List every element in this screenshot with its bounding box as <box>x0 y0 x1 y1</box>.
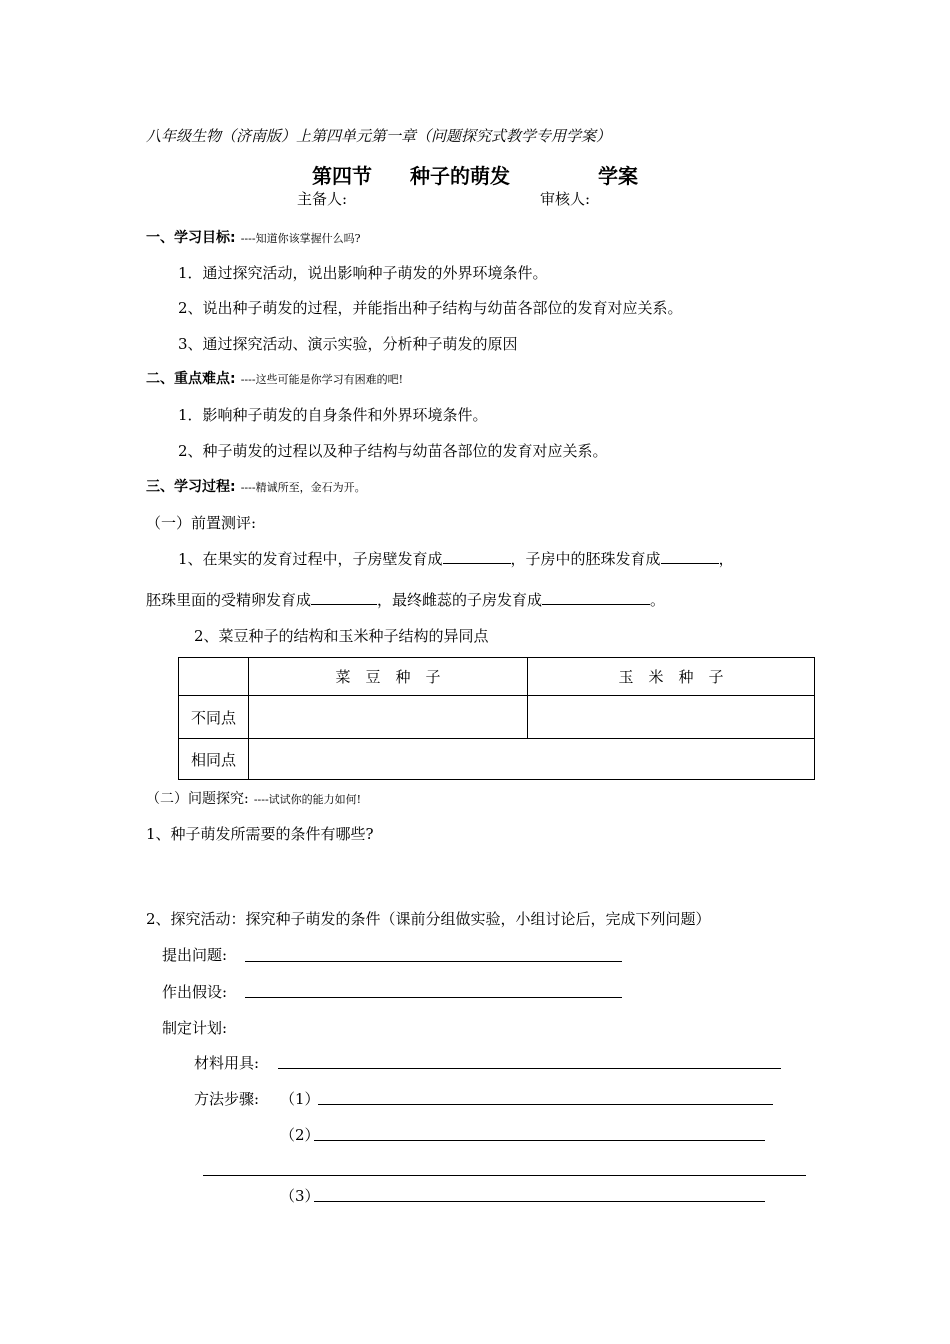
step-2-blank-continued[interactable] <box>203 1175 806 1176</box>
q1-text-e: ，最终雌蕊的子房发育成 <box>377 591 543 609</box>
pretest-question-1 <box>178 548 734 569</box>
course-line: 八年级生物（济南版）上第四单元第一章（问题探究式教学专用学案） <box>146 127 612 145</box>
table-row-label-same: 相同点 <box>179 739 249 780</box>
answer-blank-ovule[interactable] <box>661 549 719 564</box>
objectives-section <box>146 227 360 247</box>
difficulties-section <box>146 368 403 388</box>
table-corner-cell <box>179 658 249 696</box>
process-heading: 三、学习过程: <box>146 479 236 495</box>
reviewer-label: 审核人: <box>540 190 591 208</box>
title-suffix: 学案 <box>598 164 638 188</box>
step-3-label: （3） <box>280 1187 320 1205</box>
hypothesis-blank[interactable] <box>245 997 622 998</box>
objective-item: 3、通过探究活动、演示实验，分析种子萌发的原因 <box>178 335 518 353</box>
preparer-label: 主备人: <box>297 190 348 208</box>
table-header-corn: 玉 米 种 子 <box>528 658 815 696</box>
answer-blank-fertilized-egg[interactable] <box>311 590 377 605</box>
seed-comparison-table <box>178 657 815 780</box>
page-title: 种子的萌发 <box>410 164 510 188</box>
materials-label: 材料用具: <box>194 1054 260 1072</box>
answer-blank-ovary-wall[interactable] <box>443 549 511 564</box>
materials-blank[interactable] <box>278 1068 781 1069</box>
step-2-blank[interactable] <box>314 1140 765 1141</box>
inquiry-note: ----试试你的能力如何! <box>253 793 362 806</box>
q1-text-d: 胚珠里面的受精卵发育成 <box>146 591 312 609</box>
table-cell-bean-diff[interactable] <box>249 696 528 739</box>
ask-question-blank[interactable] <box>245 961 622 962</box>
inquiry-heading: （二）问题探究: <box>146 791 249 807</box>
ask-question-label: 提出问题: <box>162 946 228 964</box>
table-cell-corn-diff[interactable] <box>528 696 815 739</box>
step-3-blank[interactable] <box>314 1201 765 1202</box>
q1-text-b: ，子房中的胚珠发育成 <box>510 550 661 568</box>
answer-blank-pistil-ovary[interactable] <box>542 590 650 605</box>
pretest-heading: （一）前置测评: <box>146 514 257 532</box>
objective-item: 2、说出种子萌发的过程，并能指出种子结构与幼苗各部位的发育对应关系。 <box>178 299 683 317</box>
title-section: 第四节 <box>312 164 372 188</box>
process-section <box>146 476 366 496</box>
difficulty-item: 1．影响种子萌发的自身条件和外界环境条件。 <box>178 406 488 424</box>
difficulties-note: ----这些可能是你学习有困难的吧! <box>240 373 403 386</box>
pretest-question-2: 2、菜豆种子的结构和玉米种子结构的异同点 <box>194 627 489 645</box>
difficulties-heading: 二、重点难点: <box>146 371 236 387</box>
step-1-label: （1） <box>280 1090 320 1108</box>
inquiry-question-2: 2、探究活动：探究种子萌发的条件（课前分组做实验，小组讨论后，完成下列问题） <box>146 910 711 928</box>
table-row-label-diff: 不同点 <box>179 696 249 739</box>
table-cell-same[interactable] <box>249 739 815 780</box>
difficulty-item: 2、种子萌发的过程以及种子结构与幼苗各部位的发育对应关系。 <box>178 442 608 460</box>
q1-text-f: 。 <box>650 591 666 609</box>
step-1-blank[interactable] <box>318 1104 773 1105</box>
q1-text-c: ， <box>718 550 734 568</box>
plan-label: 制定计划: <box>162 1019 228 1037</box>
step-2-label: （2） <box>280 1126 320 1144</box>
objectives-note: ----知道你该掌握什么吗? <box>240 232 361 245</box>
hypothesis-label: 作出假设: <box>162 983 228 1001</box>
objectives-heading: 一、学习目标: <box>146 230 236 246</box>
objective-item: 1．通过探究活动，说出影响种子萌发的外界环境条件。 <box>178 264 548 282</box>
q1-text-a: 1、在果实的发育过程中，子房壁发育成 <box>178 550 443 568</box>
inquiry-section <box>146 788 361 808</box>
pretest-question-1-cont <box>146 589 665 610</box>
method-label: 方法步骤: <box>194 1090 260 1108</box>
process-note: ----精诚所至，金石为开。 <box>240 481 366 494</box>
inquiry-question-1: 1、种子萌发所需要的条件有哪些? <box>146 825 374 843</box>
table-header-bean: 菜 豆 种 子 <box>249 658 528 696</box>
